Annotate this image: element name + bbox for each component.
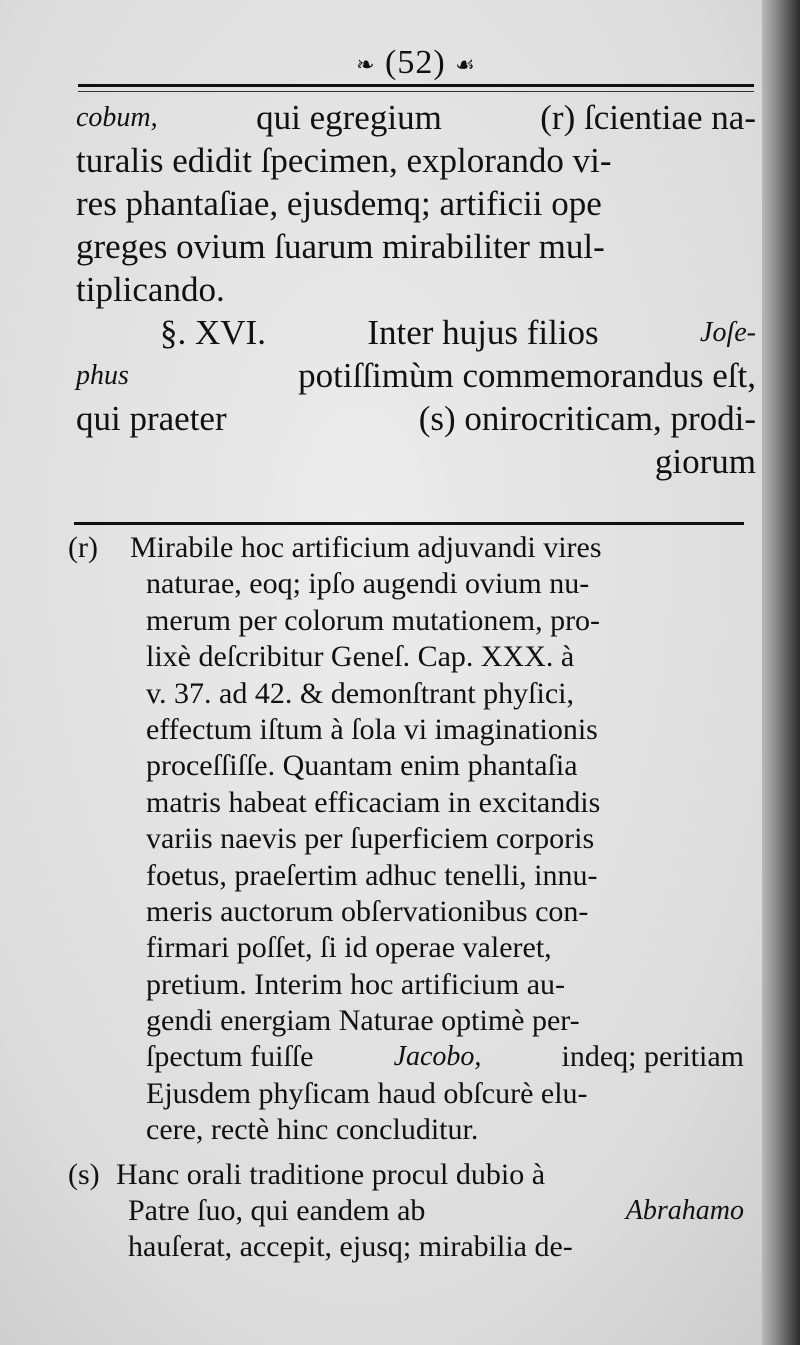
text-fragment: variis naevis per ſuperficiem corporis [146,822,595,856]
text-fragment: cobum, [76,102,158,133]
text-fragment: res phantaſiae, ejusdemq; artificii ope [76,184,602,223]
footnote-line [68,1076,744,1112]
text-fragment: Mirabile hoc artificium adjuvandi vires [130,531,602,564]
header-rule [78,84,754,87]
footnote-line [68,1157,744,1193]
text-fragment: Patre ſuo, qui eandem ab [128,1194,426,1228]
text-fragment: merum per colorum mutationem, pro- [146,603,601,637]
footnote-line [68,603,744,639]
footnote-line [68,712,744,748]
footnote-mark: (s) [68,1157,100,1191]
text-fragment: Abrahamo [625,1195,744,1227]
footnote-line [68,1039,744,1075]
text-fragment: (r) ſcientiae na- [540,98,756,137]
footnote-line [68,748,744,784]
text-fragment: hauſerat, accepit, ejusq; mirabilia de- [128,1230,573,1264]
footnote-rule [74,522,744,525]
footnote-line [68,676,744,712]
text-fragment: qui praeter [76,399,227,438]
text-fragment: qui egregium [256,98,442,137]
footnote-line [68,1112,744,1148]
text-line [76,139,756,182]
footnote-line [68,858,744,894]
footnote-line [68,1229,744,1265]
text-fragment: foetus, praeſertim adhuc tenelli, innu- [146,858,598,892]
footnote-line [68,566,744,602]
text-line [76,268,756,311]
footnote-line [68,894,744,930]
footnote-line [68,821,744,857]
text-fragment: v. 37. ad 42. & demonſtrant phyſici, [146,676,574,710]
text-line [76,397,756,440]
footnote-line [68,1003,744,1039]
page-header [78,44,754,84]
main-text [76,96,756,483]
footnote-s [68,1157,744,1266]
text-fragment: effectum iſtum à ſola vi imaginationis [146,712,598,746]
text-fragment: turalis edidit ſpecimen, explorando vi- [76,141,612,180]
text-line [76,354,756,397]
text-fragment: phus [76,360,129,391]
section-heading-line [76,311,756,354]
text-fragment: meris auctorum obſervationibus con- [146,894,589,928]
text-fragment: matris habeat efficaciam in excitandis [146,785,601,819]
text-fragment: (s) onirocriticam, prodi- [418,399,756,438]
text-line [76,182,756,225]
text-fragment: pretium. Interim hoc artificium au- [146,967,566,1001]
text-fragment: tiplicando. [76,270,225,309]
text-fragment: Ejusdem phyſicam haud obſcurè elu- [146,1076,588,1110]
text-line [76,225,756,268]
text-fragment: Jacobo, [393,1041,482,1073]
section-number: §. XVI. [160,313,266,352]
footnote-r [68,530,744,1149]
text-fragment: cere, rectè hinc concluditur. [146,1113,479,1147]
text-fragment: firmari poſſet, ſi id operae valeret, [146,931,552,965]
footnote-mark: (r) [68,531,98,564]
text-fragment: naturae, eoq; ipſo augendi ovium nu- [146,567,590,601]
text-fragment: Hanc orali traditione procul dubio à [116,1157,546,1191]
text-fragment: ſpectum fuiſſe [146,1040,314,1074]
footnotes [68,530,744,1266]
catchword: giorum [654,442,756,481]
text-fragment: potiſſimùm commemorandus eſt, [298,356,756,395]
text-fragment: greges ovium ſuarum mirabiliter mul- [76,227,605,266]
text-line [76,96,756,139]
footnote-line [68,530,744,566]
footnote-line [68,967,744,1003]
ornament-right: ☙ [455,52,476,78]
text-fragment: gendi energiam Naturae optimè per- [146,1004,580,1038]
footnote-line [68,1193,744,1229]
page-number: (52) [385,44,446,81]
text-fragment: lixè deſcribitur Geneſ. Cap. XXX. à [146,640,575,674]
footnote-line [68,930,744,966]
catchword-line [76,440,756,483]
text-fragment: indeq; peritiam [561,1040,744,1074]
text-fragment: Joſe- [700,317,756,348]
footnote-line [68,639,744,675]
ornament-left: ❧ [356,52,376,78]
text-fragment: proceſſiſſe. Quantam enim phantaſia [146,749,578,783]
page-edge-shadow [762,0,800,1345]
footnote-line [68,785,744,821]
text-fragment: Inter hujus filios [367,313,599,352]
